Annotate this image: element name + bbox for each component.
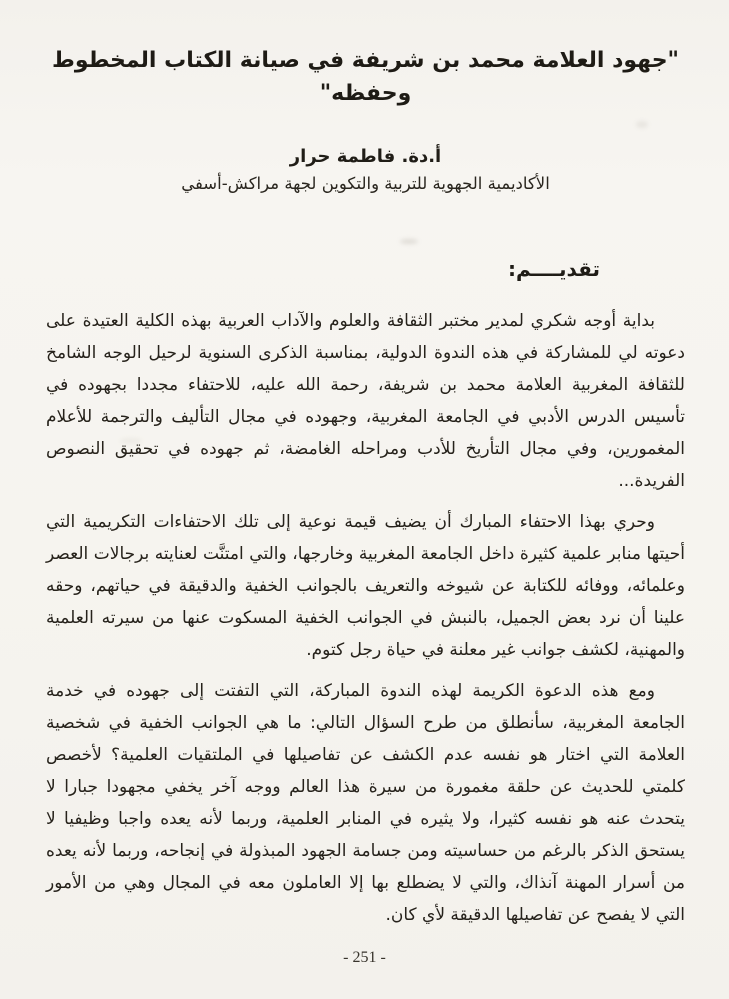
article-body bbox=[46, 305, 685, 931]
page-number: - 251 - bbox=[343, 949, 386, 966]
section-heading-taqdim: تقديــــم: bbox=[508, 257, 600, 281]
article-title: "جهود العلامة محمد بن شريفة في صيانة الكتاب المخطوط وحفظه" bbox=[51, 48, 680, 106]
paragraph-1: بداية أوجه شكري لمدير مختبر الثقافة والعلوم والآداب العربية بهذه الكلية العتيدة على دعوته لي للمشاركة في هذه الندوة الدولية، بمناسبة الذكرى السنوية لرحيل الوجه الشامخ للثقافة المغربية العلامة محمد بن شريفة، رحمة الله عليه، للاحتفاء مجددا بجهوده في تأسيس الدرس الأدبي في الجامعة المغربية، وجهوده في مجال التأليف والترجمة للأعلام المغمورين، وفي مجال التأريخ للأدب ومراحله الغامضة، ثم جهوده في تحقيق النصوص الفريدة... bbox=[46, 311, 685, 491]
paragraph-3: ومع هذه الدعوة الكريمة لهذه الندوة المباركة، التي التفتت إلى جهوده في خدمة الجامعة المغربية، سأنطلق من طرح السؤال التالي: ما هي الجوانب الخفية في شخصية العلامة التي اختار هو نفسه عدم الكشف عن تفاصيلها في الملتقيات العلمية؟ لأخصص كلمتي للحديث عن حلقة مغمورة من سيرة هذا العالم ووجه آخر يخفي مجهودا جبارا لا يتحدث عنه هو نفسه كثيرا، ولا يثيره في المنابر العلمية، وربما لأنه يعده واجبا وظيفيا لا يستحق الذكر بالرغم من حساسيته ومن جسامة الجهود المبذولة في إنجاحه، وربما لأنه يعده من أسرار المهنة آنذاك، والتي لا يضطلع بها إلا العاملون معه في المجال وهي من الأمور التي لا يفصح عن تفاصيلها الدقيقة لأي كان. bbox=[46, 681, 685, 925]
author-name: أ.دة. فاطمة حرار bbox=[289, 146, 442, 167]
author-affiliation: الأكاديمية الجهوية للتربية والتكوين لجهة مراكش-أسفي bbox=[181, 174, 550, 193]
scan-artifact bbox=[636, 121, 648, 128]
scan-artifact bbox=[400, 239, 418, 244]
paragraph-2: وحري بهذا الاحتفاء المبارك أن يضيف قيمة نوعية إلى تلك الاحتفاءات التكريمية التي أحيتها منابر علمية كثيرة داخل الجامعة المغربية وخارجها، والتي امتنَّت لعنايته برجالات العصر وعلمائه، ووفائه للكتابة عن شيوخه والتعريف بالجوانب الخفية والدقيقة في حياتهم، وحقه علينا أن نرد بعض الجميل، بالنبش في الجوانب الخفية المسكوت عنها من سيرته العلمية والمهنية، لكشف جوانب غير معلنة في حياة رجل كتوم. bbox=[46, 512, 685, 660]
